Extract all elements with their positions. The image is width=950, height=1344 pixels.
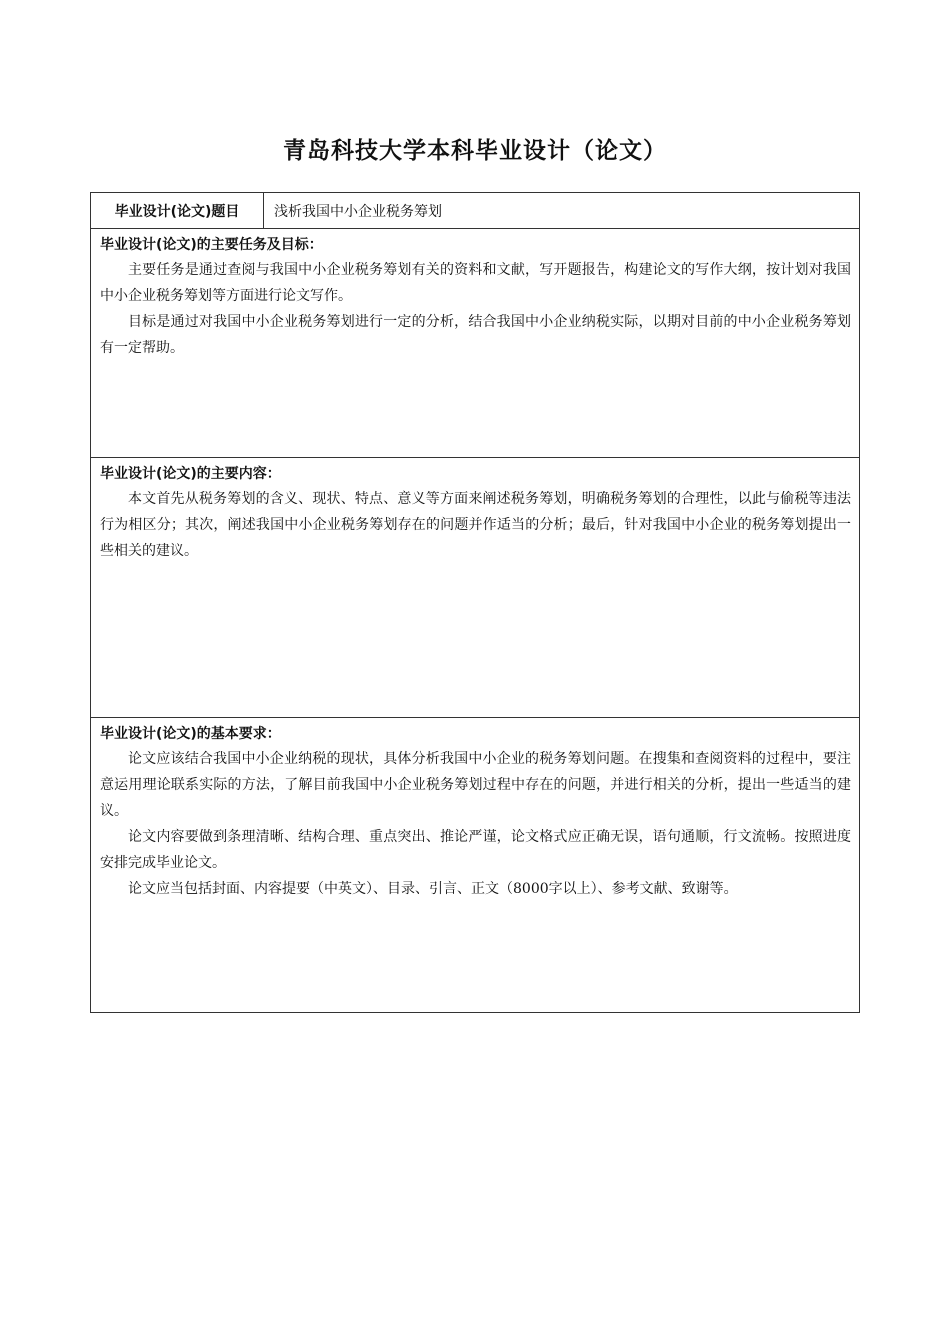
section-main-content — [91, 458, 859, 718]
section-paragraph: 论文应该结合我国中小企业纳税的现状，具体分析我国中小企业的税务筹划问题。在搜集和查阅资料的过程中，要注意运用理论联系实际的方法，了解目前我国中小企业税务筹划过程中存在的问题，并进行相关的分析，提出一些适当的建议。 — [100, 751, 851, 819]
section-heading: 毕业设计(论文)的主要内容： — [100, 466, 281, 482]
section-heading: 毕业设计(论文)的主要任务及目标： — [100, 237, 323, 253]
topic-label: 毕业设计(论文)题目 — [91, 193, 264, 228]
topic-row — [91, 193, 859, 229]
topic-value: 浅析我国中小企业税务筹划 — [274, 203, 442, 220]
page-title: 青岛科技大学本科毕业设计（论文） — [283, 138, 667, 164]
section-paragraph: 论文内容要做到条理清晰、结构合理、重点突出、推论严谨，论文格式应正确无误，语句通顺，行文流畅。按照进度安排完成毕业论文。 — [100, 829, 851, 871]
section-paragraph: 论文应当包括封面、内容提要（中英文）、目录、引言、正文（8000字以上）、参考文献、致谢等。 — [128, 881, 738, 897]
thesis-form-table — [90, 192, 860, 1013]
section-basic-requirements — [91, 718, 859, 1012]
section-paragraph: 目标是通过对我国中小企业税务筹划进行一定的分析，结合我国中小企业纳税实际，以期对目前的中小企业税务筹划有一定帮助。 — [100, 314, 851, 356]
section-heading: 毕业设计(论文)的基本要求： — [100, 726, 281, 742]
section-paragraph: 本文首先从税务筹划的含义、现状、特点、意义等方面来阐述税务筹划，明确税务筹划的合理性，以此与偷税等违法行为相区分；其次，阐述我国中小企业税务筹划存在的问题并作适当的分析；最后，针对我国中小企业的税务筹划提出一些相关的建议。 — [100, 491, 851, 559]
section-tasks-goals — [91, 229, 859, 458]
section-paragraph: 主要任务是通过查阅与我国中小企业税务筹划有关的资料和文献，写开题报告，构建论文的写作大纲，按计划对我国中小企业税务筹划等方面进行论文写作。 — [100, 262, 851, 304]
